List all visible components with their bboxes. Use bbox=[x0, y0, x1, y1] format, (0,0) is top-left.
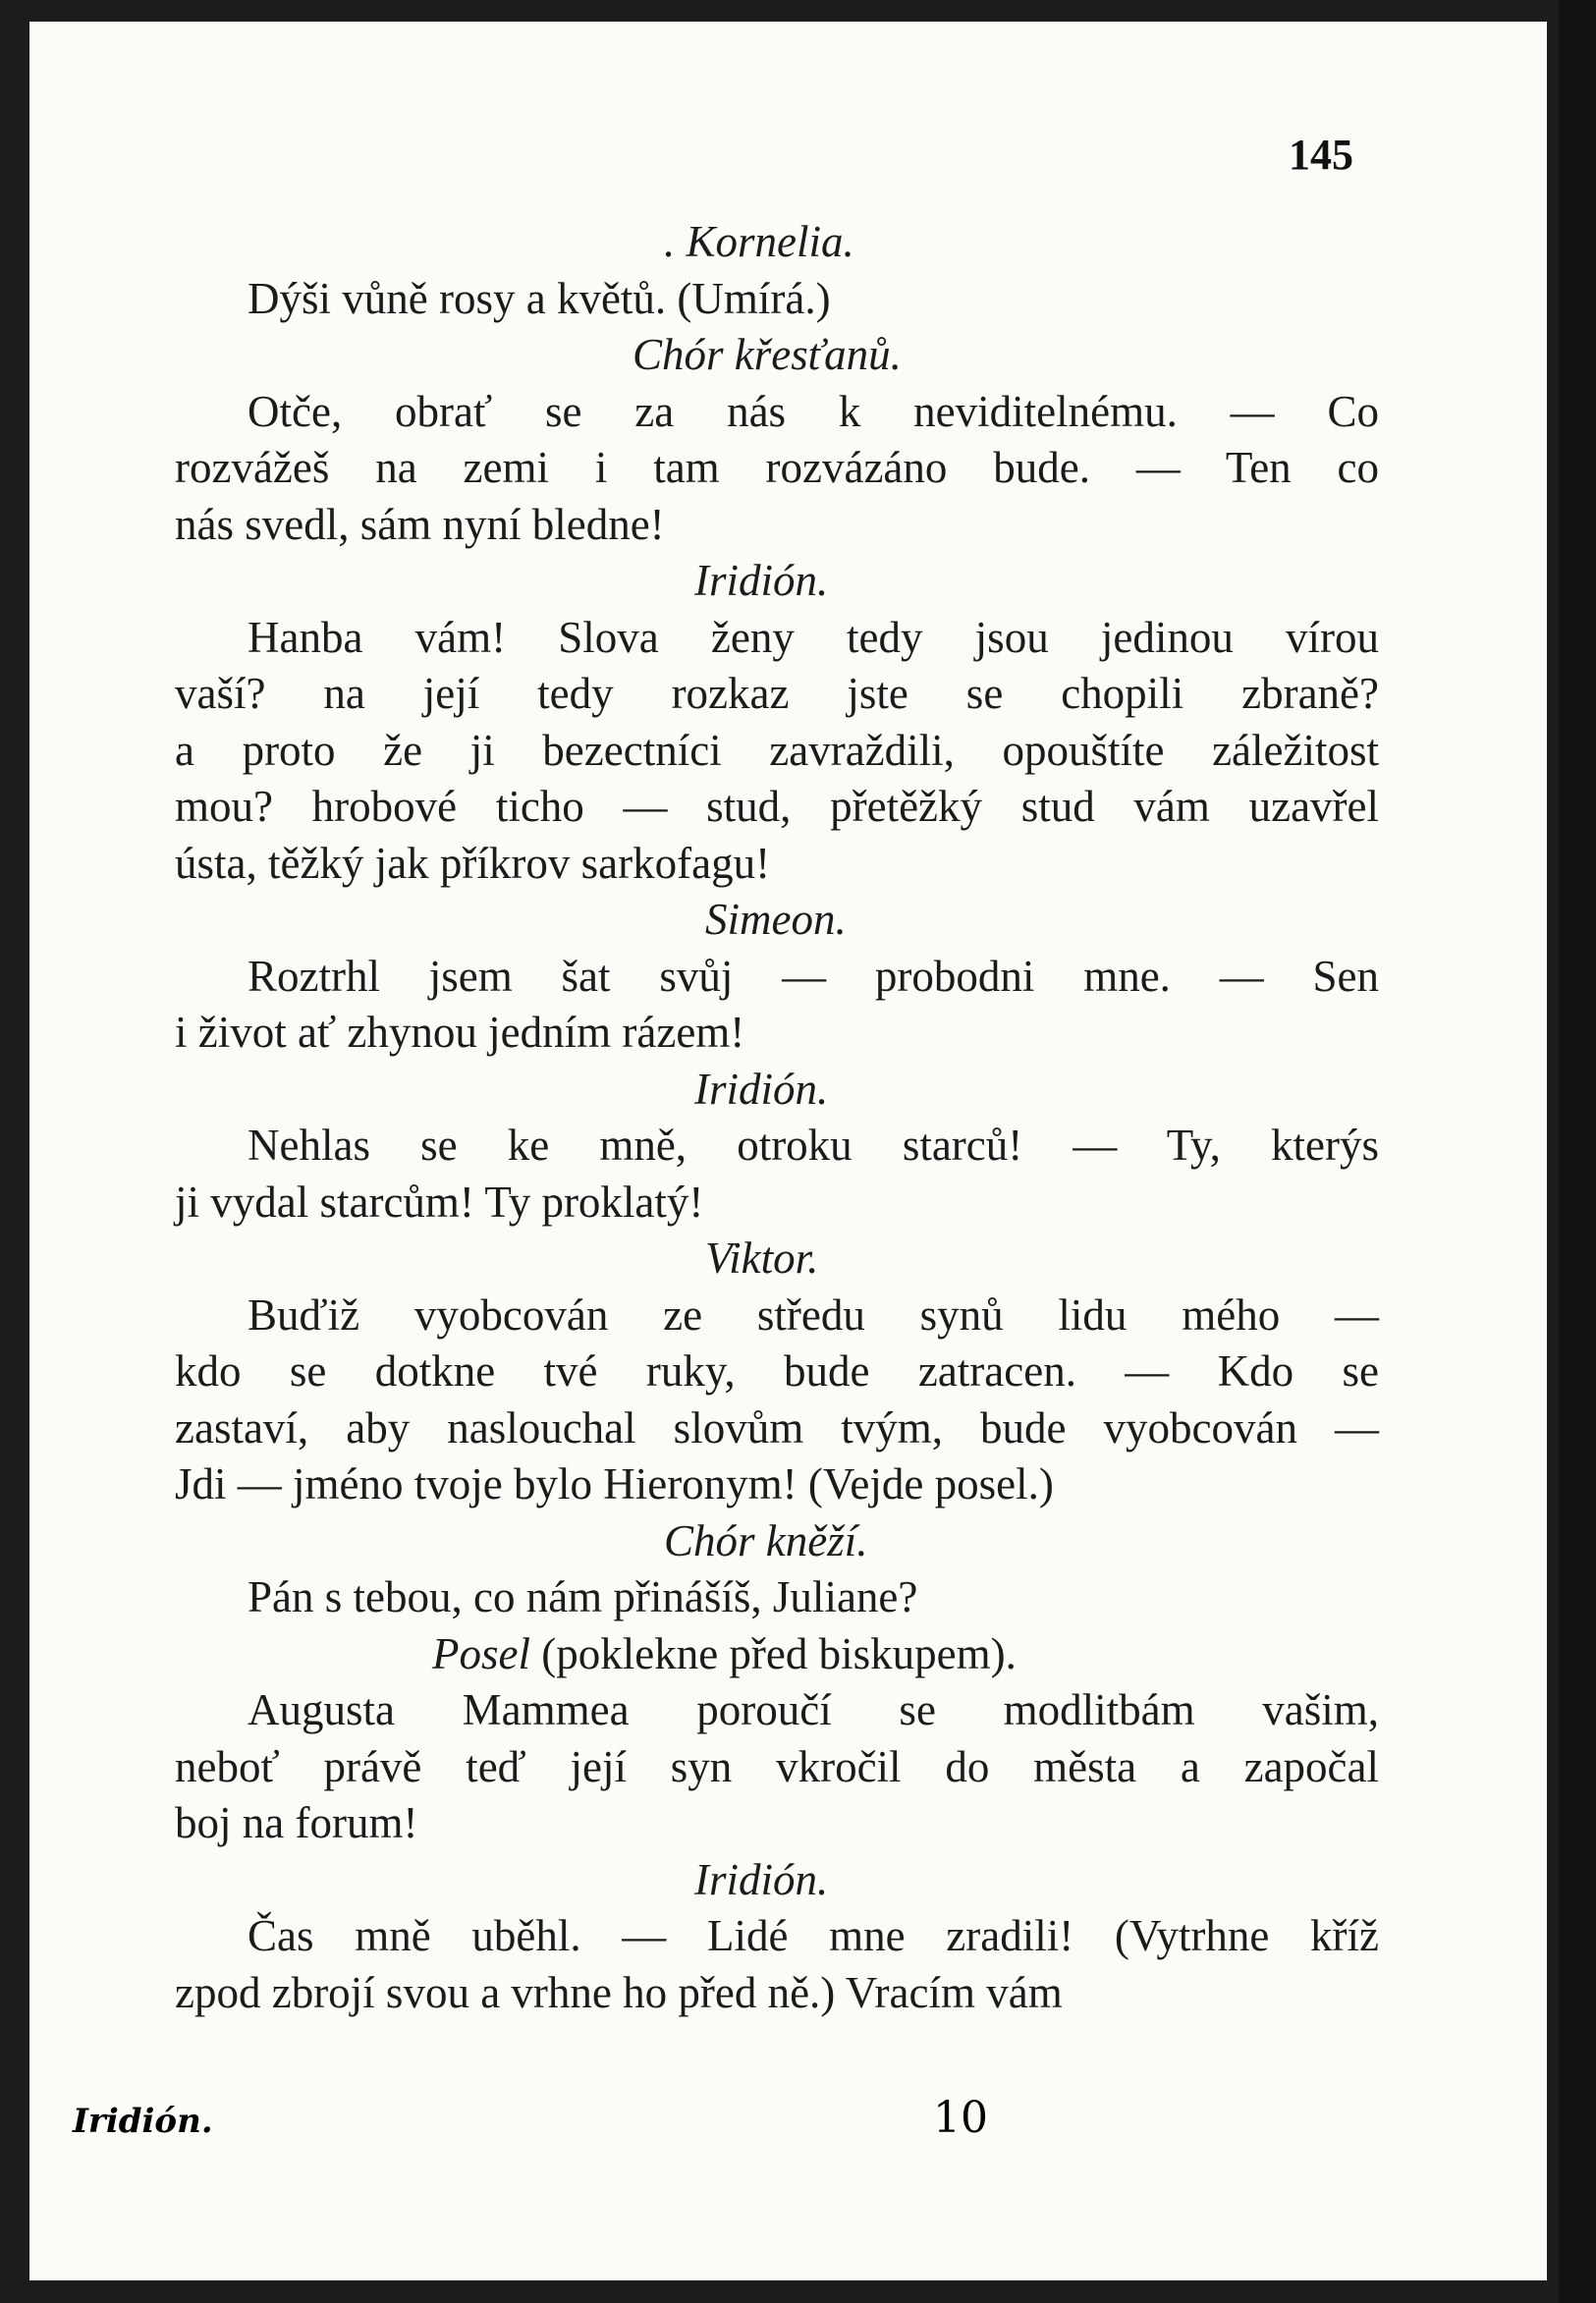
speaker-name: Chór kněží. bbox=[664, 1515, 868, 1565]
text-line: kdo se dotkne tvé ruky, bude zatracen. — Kdo se bbox=[175, 1346, 1379, 1396]
text-line: Hanba vám! Slova ženy tedy jsou jedinou vírou bbox=[248, 612, 1379, 662]
speaker-name: . Kornelia. bbox=[664, 217, 854, 266]
text-line: a proto že ji bezectníci zavraždili, opouštíte záležitost bbox=[175, 725, 1379, 775]
text-line: Otče, obrať se za nás k neviditelnému. — Co bbox=[248, 386, 1379, 436]
speaker-name: Iridión. bbox=[694, 556, 829, 605]
text-line: boj na forum! bbox=[175, 1798, 418, 1847]
text-line: Dýši vůně rosy a květů. (Umírá.) bbox=[248, 273, 831, 323]
text-line: mou? hrobové ticho — stud, přetěžký stud vám uzavřel bbox=[175, 782, 1379, 831]
speaker-name: Chór křesťanů. bbox=[633, 330, 902, 379]
stage-direction: (poklekne před biskupem). bbox=[529, 1628, 1017, 1678]
stage-direction-line bbox=[432, 1626, 1017, 1681]
text-line: nás svedl, sám nyní bledne! bbox=[175, 499, 665, 549]
text-line: Čas mně uběhl. — Lidé mne zradili! (Vytrhne kříž bbox=[248, 1911, 1379, 1960]
text-line: vaší? na její tedy rozkaz jste se chopili zbraně? bbox=[175, 669, 1379, 718]
speaker-name: Simeon. bbox=[705, 895, 847, 944]
footer-sheet-number: 10 bbox=[933, 2093, 988, 2143]
scan-edge bbox=[1559, 0, 1596, 2303]
text-line: Pán s tebou, co nám přinášíš, Juliane? bbox=[248, 1572, 918, 1621]
text-line: Roztrhl jsem šat svůj — probodni mne. — Sen bbox=[248, 951, 1379, 1001]
page-number: 145 bbox=[1289, 131, 1353, 179]
speaker-name: Iridión. bbox=[694, 1064, 829, 1114]
text-line: rozvážeš na zemi i tam rozvázáno bude. — Ten co bbox=[175, 443, 1379, 492]
footer-signature: Iridión. bbox=[73, 2102, 213, 2141]
text-line: Nehlas se ke mně, otroku starců! — Ty, kterýs bbox=[248, 1121, 1379, 1170]
text-line: ústa, těžký jak příkrov sarkofagu! bbox=[175, 838, 771, 888]
text-line: ji vydal starcům! Ty proklatý! bbox=[175, 1177, 704, 1227]
text-line: i život ať zhynou jedním rázem! bbox=[175, 1008, 745, 1057]
speaker-name: Posel bbox=[432, 1628, 530, 1678]
text-line: neboť právě teď její syn vkročil do města a započal bbox=[175, 1741, 1379, 1791]
text-line: Jdi — jméno tvoje bylo Hieronym! (Vejde posel.) bbox=[175, 1459, 1054, 1508]
speaker-name: Viktor. bbox=[705, 1234, 819, 1283]
book-page bbox=[29, 22, 1547, 2280]
text-line: Buďiž vyobcován ze středu synů lidu mého — bbox=[248, 1289, 1379, 1340]
text-line: zastaví, aby naslouchal slovům tvým, bude vyobcován — bbox=[175, 1402, 1379, 1453]
text-line: zpod zbrojí svou a vrhne ho před ně.) Vracím vám bbox=[175, 1967, 1063, 2017]
speaker-name: Iridión. bbox=[694, 1854, 829, 1904]
text-line: Augusta Mammea poroučí se modlitbám vašim, bbox=[248, 1685, 1379, 1734]
